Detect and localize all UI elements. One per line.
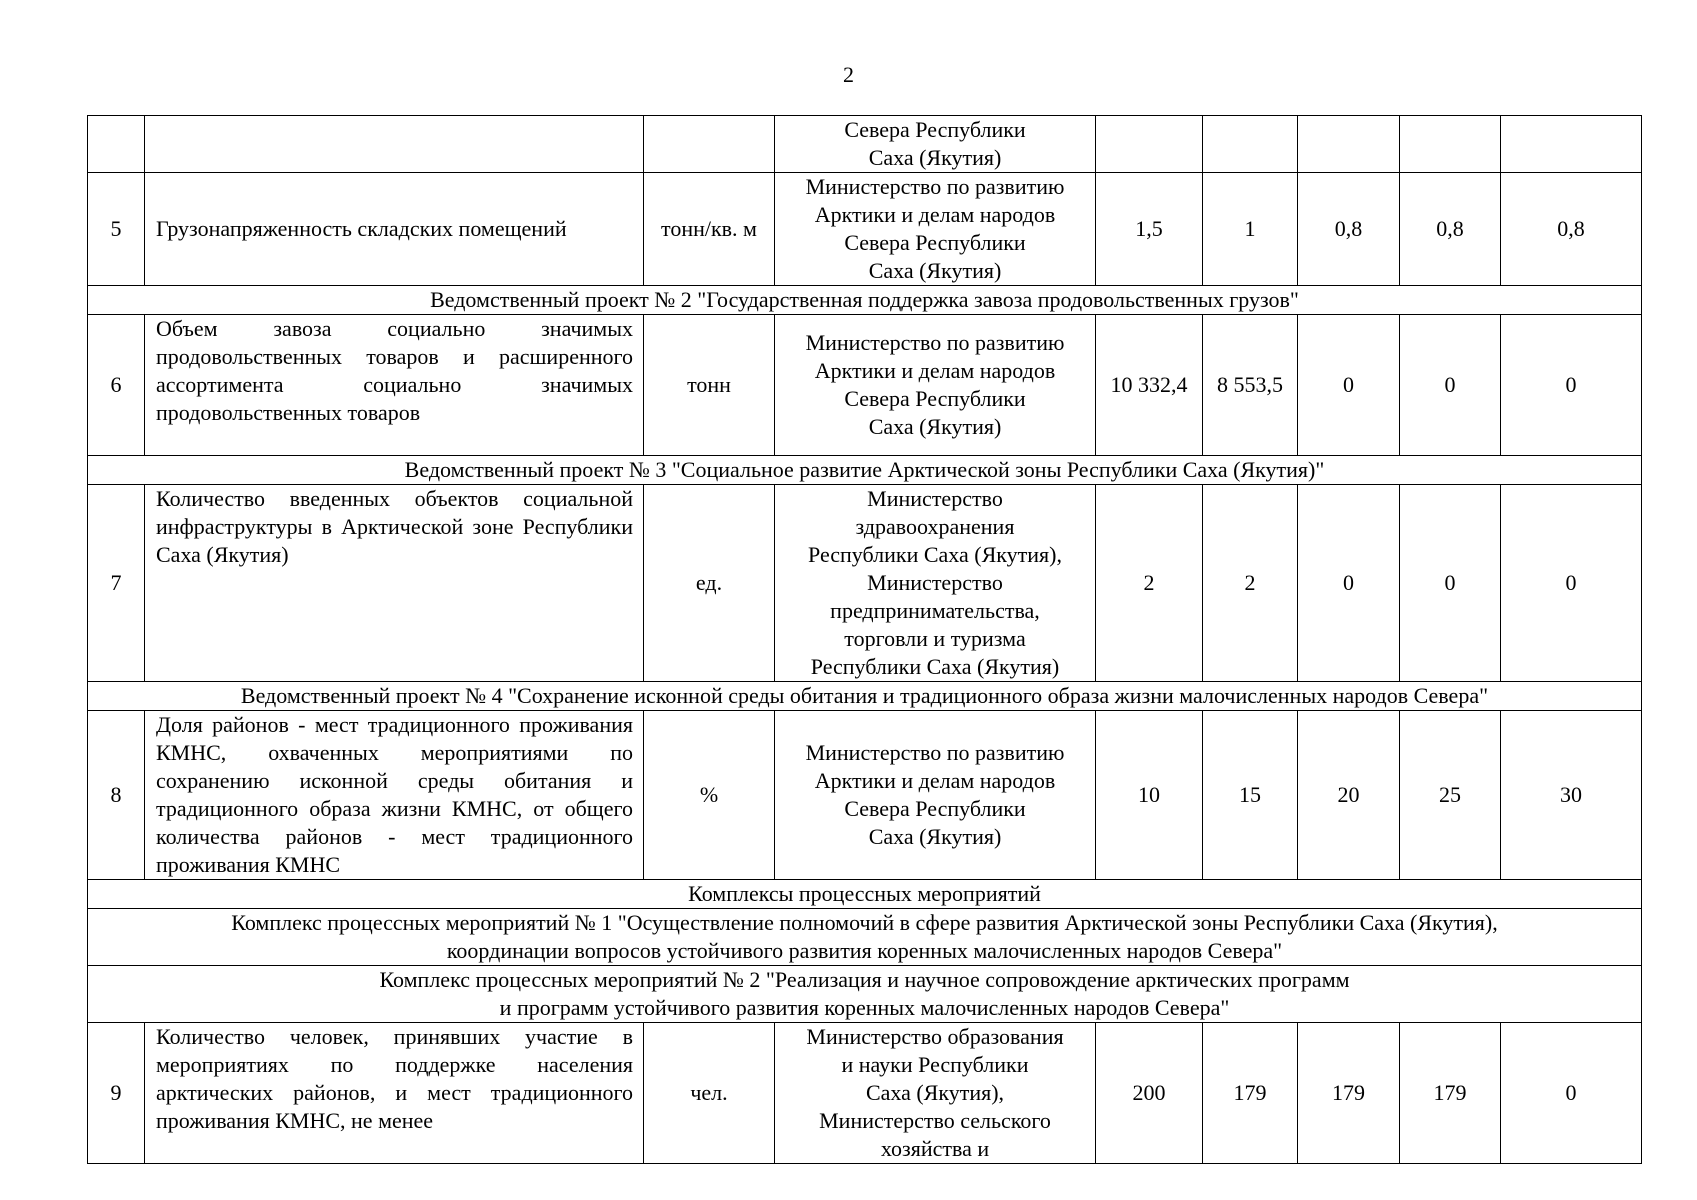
value-cell: 1,5 xyxy=(1096,173,1203,286)
row-number-cell: 6 xyxy=(88,315,145,456)
value-cell: 0 xyxy=(1501,315,1642,456)
value-cell: 10 xyxy=(1096,711,1203,880)
indicator-name-cell: Доля районов - мест традиционного проживания КМНС, охваченных мероприятиями по сохранению исконной среды обитания и традиционного образа жизни КМНС, от общего количества районов - мест традиционного проживания КМНС xyxy=(145,711,644,880)
agency-line: Севера Республики xyxy=(844,796,1026,821)
section-title xyxy=(88,682,1642,711)
unit-cell: чел. xyxy=(644,1023,775,1164)
section-title-line: Ведомственный проект № 4 "Сохранение исконной среды обитания и традиционного образа жизни малочисленных народов Севера" xyxy=(240,683,1489,708)
value-cell: 0 xyxy=(1400,315,1501,456)
section-title-line: Комплексы процессных мероприятий xyxy=(688,881,1041,906)
agency-cell xyxy=(775,711,1096,880)
table-row xyxy=(88,173,1642,286)
value-cell: 179 xyxy=(1203,1023,1298,1164)
agency-line: Саха (Якутия) xyxy=(868,145,1002,170)
table-row xyxy=(88,315,1642,456)
section-title-line: и программ устойчивого развития коренных малочисленных народов Севера" xyxy=(499,995,1230,1020)
agency-line: торговли и туризма xyxy=(844,626,1026,651)
value-cell: 1 xyxy=(1203,173,1298,286)
section-header-row xyxy=(88,909,1642,966)
value-cell xyxy=(1096,116,1203,173)
agency-cell xyxy=(775,315,1096,456)
section-title-line: Ведомственный проект № 2 "Государственная поддержка завоза продовольственных грузов" xyxy=(430,287,1299,312)
value-cell: 200 xyxy=(1096,1023,1203,1164)
table-row xyxy=(88,1023,1642,1164)
value-cell: 2 xyxy=(1203,485,1298,682)
value-cell: 10 332,4 xyxy=(1096,315,1203,456)
row-number-cell: 7 xyxy=(88,485,145,682)
agency-line: Министерство xyxy=(867,486,1003,511)
unit-cell: тонн/кв. м xyxy=(644,173,775,286)
indicators-table xyxy=(87,115,1642,1164)
section-title xyxy=(88,966,1642,1023)
value-cell: 8 553,5 xyxy=(1203,315,1298,456)
indicator-name-cell: Объем завоза социально значимых продовольственных товаров и расширенного ассортимента социально значимых продовольственных товаров xyxy=(145,315,644,456)
section-title xyxy=(88,880,1642,909)
agency-line: Арктики и делам народов xyxy=(814,358,1056,383)
table-row xyxy=(88,711,1642,880)
agency-line: и науки Республики xyxy=(841,1052,1029,1077)
agency-cell xyxy=(775,173,1096,286)
indicator-name-cell: Грузонапряженность складских помещений xyxy=(145,173,644,286)
value-cell: 179 xyxy=(1298,1023,1400,1164)
table-row xyxy=(88,485,1642,682)
value-cell: 179 xyxy=(1400,1023,1501,1164)
section-header-row xyxy=(88,682,1642,711)
agency-line: Саха (Якутия) xyxy=(868,824,1002,849)
agency-line: здравоохранения xyxy=(855,514,1015,539)
value-cell: 2 xyxy=(1096,485,1203,682)
agency-line: Севера Республики xyxy=(844,117,1026,142)
unit-cell: % xyxy=(644,711,775,880)
value-cell: 0,8 xyxy=(1501,173,1642,286)
agency-line: Севера Республики xyxy=(844,386,1026,411)
page-number: 2 xyxy=(843,62,854,87)
agency-cell xyxy=(775,485,1096,682)
value-cell: 0,8 xyxy=(1400,173,1501,286)
table-row xyxy=(88,116,1642,173)
agency-line: Министерство по развитию xyxy=(805,330,1065,355)
value-cell: 20 xyxy=(1298,711,1400,880)
value-cell: 0 xyxy=(1501,485,1642,682)
indicator-name-cell: Количество человек, принявших участие в мероприятиях по поддержке населения арктических районов, и мест традиционного проживания КМНС, не менее xyxy=(145,1023,644,1164)
value-cell xyxy=(1298,116,1400,173)
agency-line: Арктики и делам народов xyxy=(814,768,1056,793)
unit-cell: ед. xyxy=(644,485,775,682)
value-cell: 15 xyxy=(1203,711,1298,880)
agency-line: Саха (Якутия) xyxy=(868,414,1002,439)
section-title-line: Комплекс процессных мероприятий № 1 "Осуществление полномочий в сфере развития Арктической зоны Республики Саха (Якутия), xyxy=(231,910,1498,935)
agency-line: предпринимательства, xyxy=(830,598,1040,623)
row-number-cell xyxy=(88,116,145,173)
value-cell: 0 xyxy=(1298,315,1400,456)
indicator-name-cell: Количество введенных объектов социальной инфраструктуры в Арктической зоне Республики Саха (Якутия) xyxy=(145,485,644,682)
agency-cell xyxy=(775,116,1096,173)
value-cell: 25 xyxy=(1400,711,1501,880)
agency-line: Министерство по развитию xyxy=(805,740,1065,765)
value-cell xyxy=(1400,116,1501,173)
section-header-row xyxy=(88,966,1642,1023)
unit-cell: тонн xyxy=(644,315,775,456)
section-title-line: координации вопросов устойчивого развития коренных малочисленных народов Севера" xyxy=(446,938,1283,963)
value-cell: 30 xyxy=(1501,711,1642,880)
agency-line: Республики Саха (Якутия) xyxy=(810,654,1060,679)
value-cell: 0 xyxy=(1501,1023,1642,1164)
unit-cell xyxy=(644,116,775,173)
value-cell: 0 xyxy=(1298,485,1400,682)
section-title-line: Комплекс процессных мероприятий № 2 "Реализация и научное сопровождение арктических программ xyxy=(379,967,1350,992)
section-header-row xyxy=(88,456,1642,485)
value-cell: 0 xyxy=(1400,485,1501,682)
agency-line: Арктики и делам народов xyxy=(814,202,1056,227)
row-number-cell: 8 xyxy=(88,711,145,880)
section-title xyxy=(88,909,1642,966)
agency-line: Министерство по развитию xyxy=(805,174,1065,199)
agency-line: Министерство образования xyxy=(806,1024,1064,1049)
agency-line: хозяйства и xyxy=(880,1136,990,1161)
agency-line: Республики Саха (Якутия), xyxy=(808,542,1062,567)
agency-line: Саха (Якутия), xyxy=(865,1080,1005,1105)
row-number-cell: 9 xyxy=(88,1023,145,1164)
value-cell: 0,8 xyxy=(1298,173,1400,286)
value-cell xyxy=(1501,116,1642,173)
section-header-row xyxy=(88,880,1642,909)
row-number-cell: 5 xyxy=(88,173,145,286)
section-title xyxy=(88,286,1642,315)
agency-line: Севера Республики xyxy=(844,230,1026,255)
section-header-row xyxy=(88,286,1642,315)
indicator-name-cell xyxy=(145,116,644,173)
agency-line: Министерство сельского xyxy=(819,1108,1051,1133)
agency-line: Министерство xyxy=(867,570,1003,595)
value-cell xyxy=(1203,116,1298,173)
section-title-line: Ведомственный проект № 3 "Социальное развитие Арктической зоны Республики Саха (Якутия)" xyxy=(404,457,1325,482)
agency-line: Саха (Якутия) xyxy=(868,258,1002,283)
agency-cell xyxy=(775,1023,1096,1164)
section-title xyxy=(88,456,1642,485)
